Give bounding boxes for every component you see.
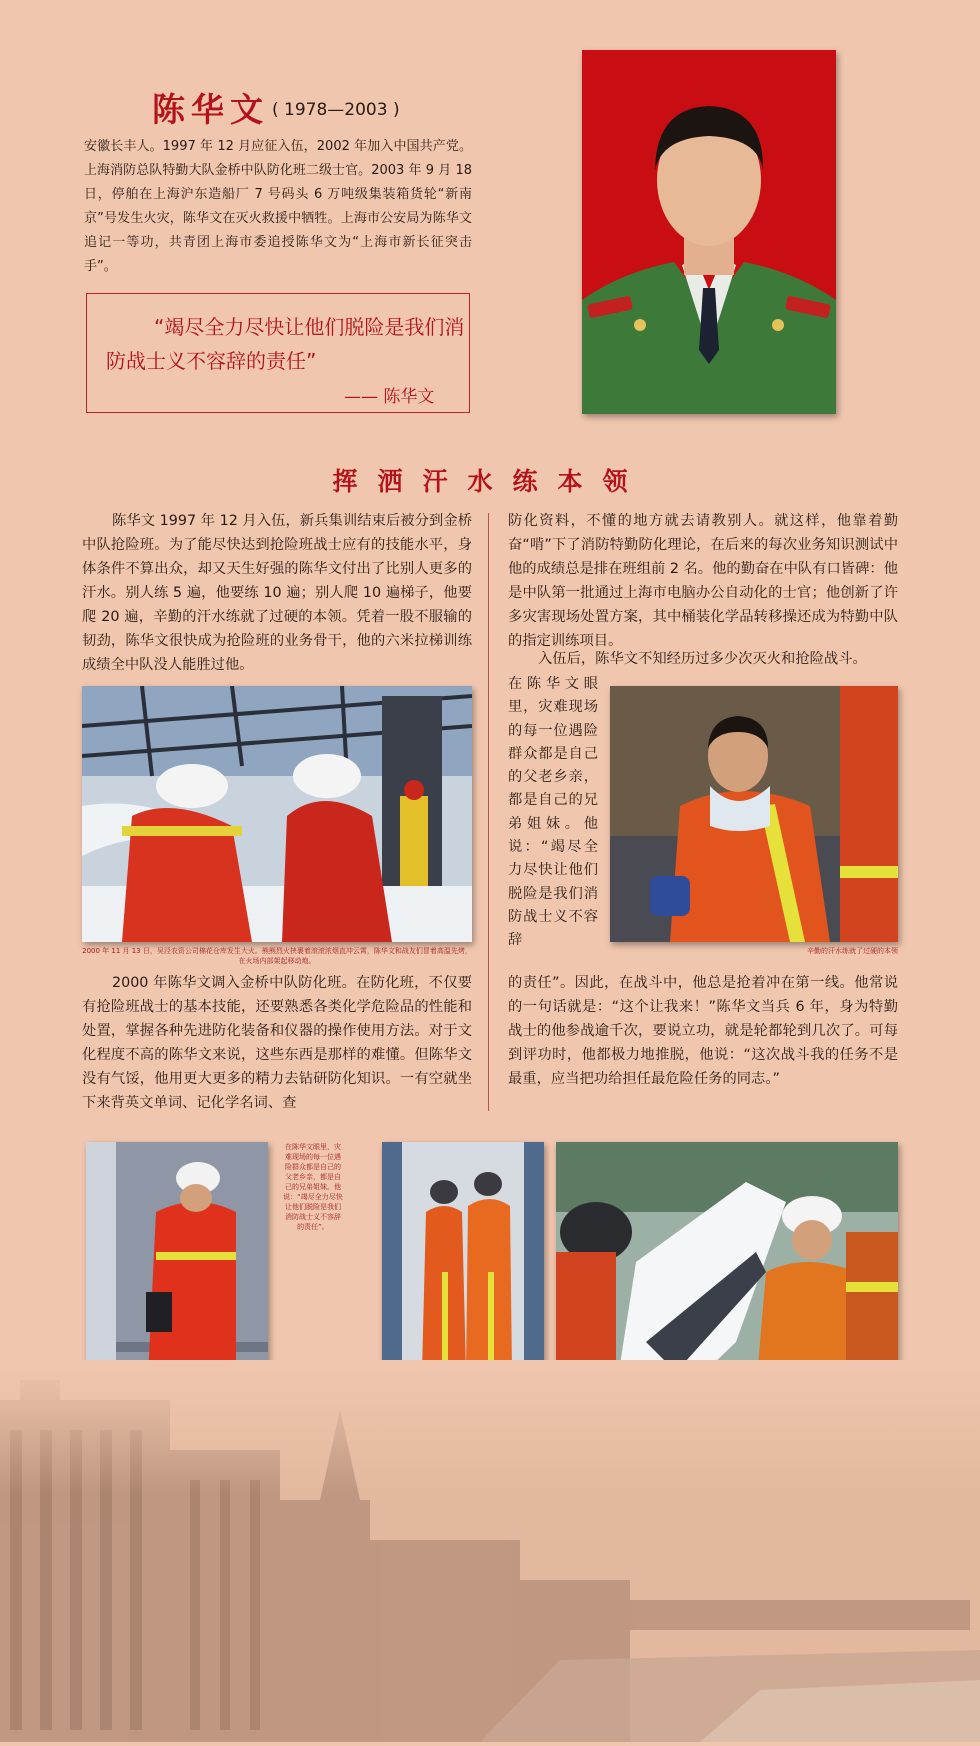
portrait-photo — [582, 50, 836, 414]
shanghai-bund-skyline — [0, 1360, 980, 1742]
firefighting-drill-photo — [82, 686, 472, 942]
section-title: 挥洒汗水练本领 — [332, 467, 648, 496]
firefighter-resting-photo — [610, 686, 898, 942]
column-divider — [488, 513, 489, 1111]
article-paragraph-4-rest: 的责任”。因此，在战斗中，他总是抢着冲在第一线。他常说的一句话就是：“这个让我来！”陈华文当兵 6 年，身为特勤战士的他参战逾千次，要说立功，就是轮都轮到几次了。可每到评功时，他都极力地推脱，他说：“这次战斗我的任务不是最重，应当把功给担任最危险任务的同志。” — [508, 975, 898, 1087]
corridor-firefighters-photo — [382, 1142, 544, 1390]
article-paragraph-1: 陈华文 1997 年 12 月入伍，新兵集训结束后被分到金桥中队抢险班。为了能尽快达到抢险班战士应有的技能水平，身体条件不算出众，却又天生好强的陈华文付出了比别人更多的汗水。别人练 5 遍，他要练 10 遍；别人爬 10 遍梯子，他要爬 20 遍，辛勤的汗水练就了过硬的本领。凭着一股不服输的韧劲，陈华文很快成为抢险班的业务骨干，他的六米拉梯训练成绩全中队没人能胜过他。 — [82, 513, 472, 673]
vehicle-rescue-photo — [556, 1142, 898, 1390]
article-paragraph-3: 防化资料，不懂的地方就去请教别人。就这样，他靠着勤奋“啃”下了消防特勤防化理论，在后来的每次业务知识测试中他的成绩总是排在班组前 2 名。他的勤奋在中队有口皆碑：他是中队第一批通过上海市电脑办公自动化的士官；他创新了许多灾害现场处置方案，其中桶装化学品转移操还成为特勤中队的指定训练项目。 — [508, 513, 898, 649]
life-years: ( 1978—2003 ) — [272, 100, 400, 120]
article-paragraph-4-narrow: 在陈华文眼里，灾难现场的每一位遇险群众都是自己的父老乡亲，都是自己的兄弟姐妹。他说：“竭尽全力尽快让他们脱险是我们消防战士义不容辞 — [508, 676, 598, 949]
quote-text: “竭尽全力尽快让他们脱险是我们消防战士义不容辞的责任” — [106, 315, 465, 373]
photo-caption-2: 辛勤的汗水练就了过硬的本领 — [807, 947, 898, 955]
article-paragraph-4-intro: 入伍后，陈华文不知经历过多少次灭火和抢险战斗。 — [538, 651, 867, 667]
biography-text: 安徽长丰人。1997 年 12 月应征入伍，2002 年加入中国共产党。上海消防总队特勤大队金桥中队防化班二级士官。2003 年 9 月 18 日，停舶在上海沪东造船厂 7 号码头 6 万吨级集装箱货轮“新南京”号发生火灾，陈华文在灭火救援中牺牲。上海市公安局为陈华文追记一等功，共青团上海市委追授陈华文为“上海市新长征突击手”。 — [84, 139, 472, 274]
photo-caption-3: 在陈华文眼里，灾难现场的每一位遇险群众都是自己的父老乡亲，都是自己的兄弟姐妹。他说：“竭尽全力尽快让他们脱险是我们消防战士义不容辞的责任”。 — [283, 1143, 343, 1231]
person-name: 陈华文 — [152, 90, 269, 129]
article-paragraph-2: 2000 年陈华文调入金桥中队防化班。在防化班，不仅要有抢险班战士的基本技能，还要熟悉各类化学危险品的性能和处置，掌握各种先进防化装备和仪器的操作使用方法。对于文化程度不高的陈华文来说，这些东西是那样的难懂。但陈华文没有气馁，他用更大更多的精力去钻研防化知识。一有空就坐下来背英文单词、记化学名词、查 — [82, 975, 472, 1111]
photo-caption-1: 2000 年 11 月 13 日，吴泾农资公司棉花仓库发生大火。熊熊烈火挟裹着滚滚浓烟直冲云霄，陈华文和战友们冒着高温先烤，在火场内部架起移动炮。 — [82, 947, 472, 965]
quote-signature: —— 陈华文 — [344, 387, 435, 407]
